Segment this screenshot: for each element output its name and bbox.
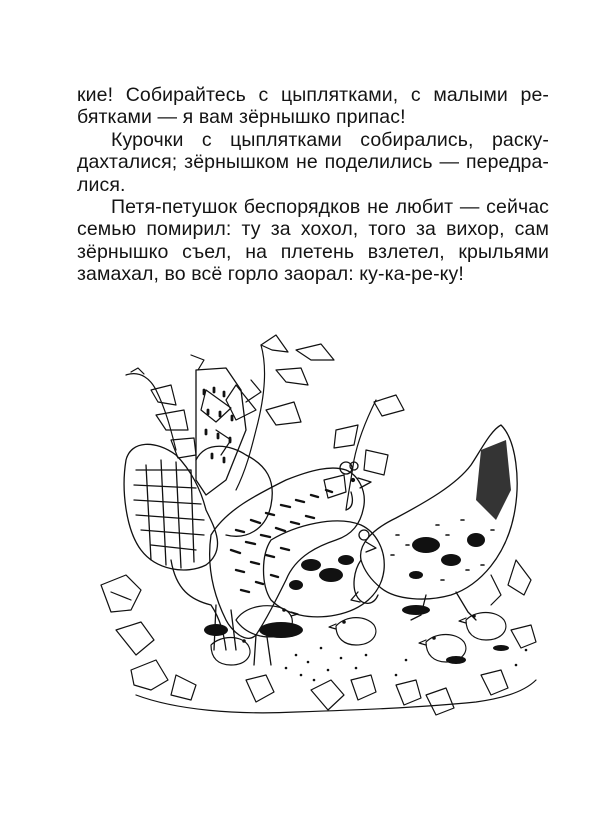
story-text bbox=[77, 84, 549, 286]
vine-plants bbox=[126, 335, 404, 510]
paragraph-first-line: Петя-петушок беспорядков не любит — сейчас bbox=[111, 195, 549, 218]
grain-dots bbox=[285, 647, 528, 682]
text-line: зёрнышко съел, на плетень взлетел, крыльями bbox=[77, 240, 549, 263]
text-line: лися. bbox=[77, 173, 126, 196]
text-line: дахталися; зёрнышком не поделились — передра- bbox=[77, 151, 549, 174]
chickens-illustration bbox=[96, 330, 546, 725]
text-line: кие! Собирайтесь с цыплятками, с малыми ре- bbox=[77, 84, 549, 106]
text-line: семью помирил: ту за хохол, того за вихор, сам bbox=[77, 218, 549, 241]
left-hen bbox=[124, 444, 272, 650]
text-line: бятками — я вам зёрнышко припас! bbox=[77, 106, 406, 129]
paragraph-first-line: Курочки с цыплятками собирались, раску- bbox=[111, 128, 549, 151]
pecking-hen-center bbox=[264, 521, 385, 617]
foreground-leaves bbox=[101, 560, 536, 715]
middle-hen bbox=[196, 368, 246, 495]
text-line: замахал, во всё горло заорал: ку-ка-ре-ку! bbox=[77, 263, 464, 286]
